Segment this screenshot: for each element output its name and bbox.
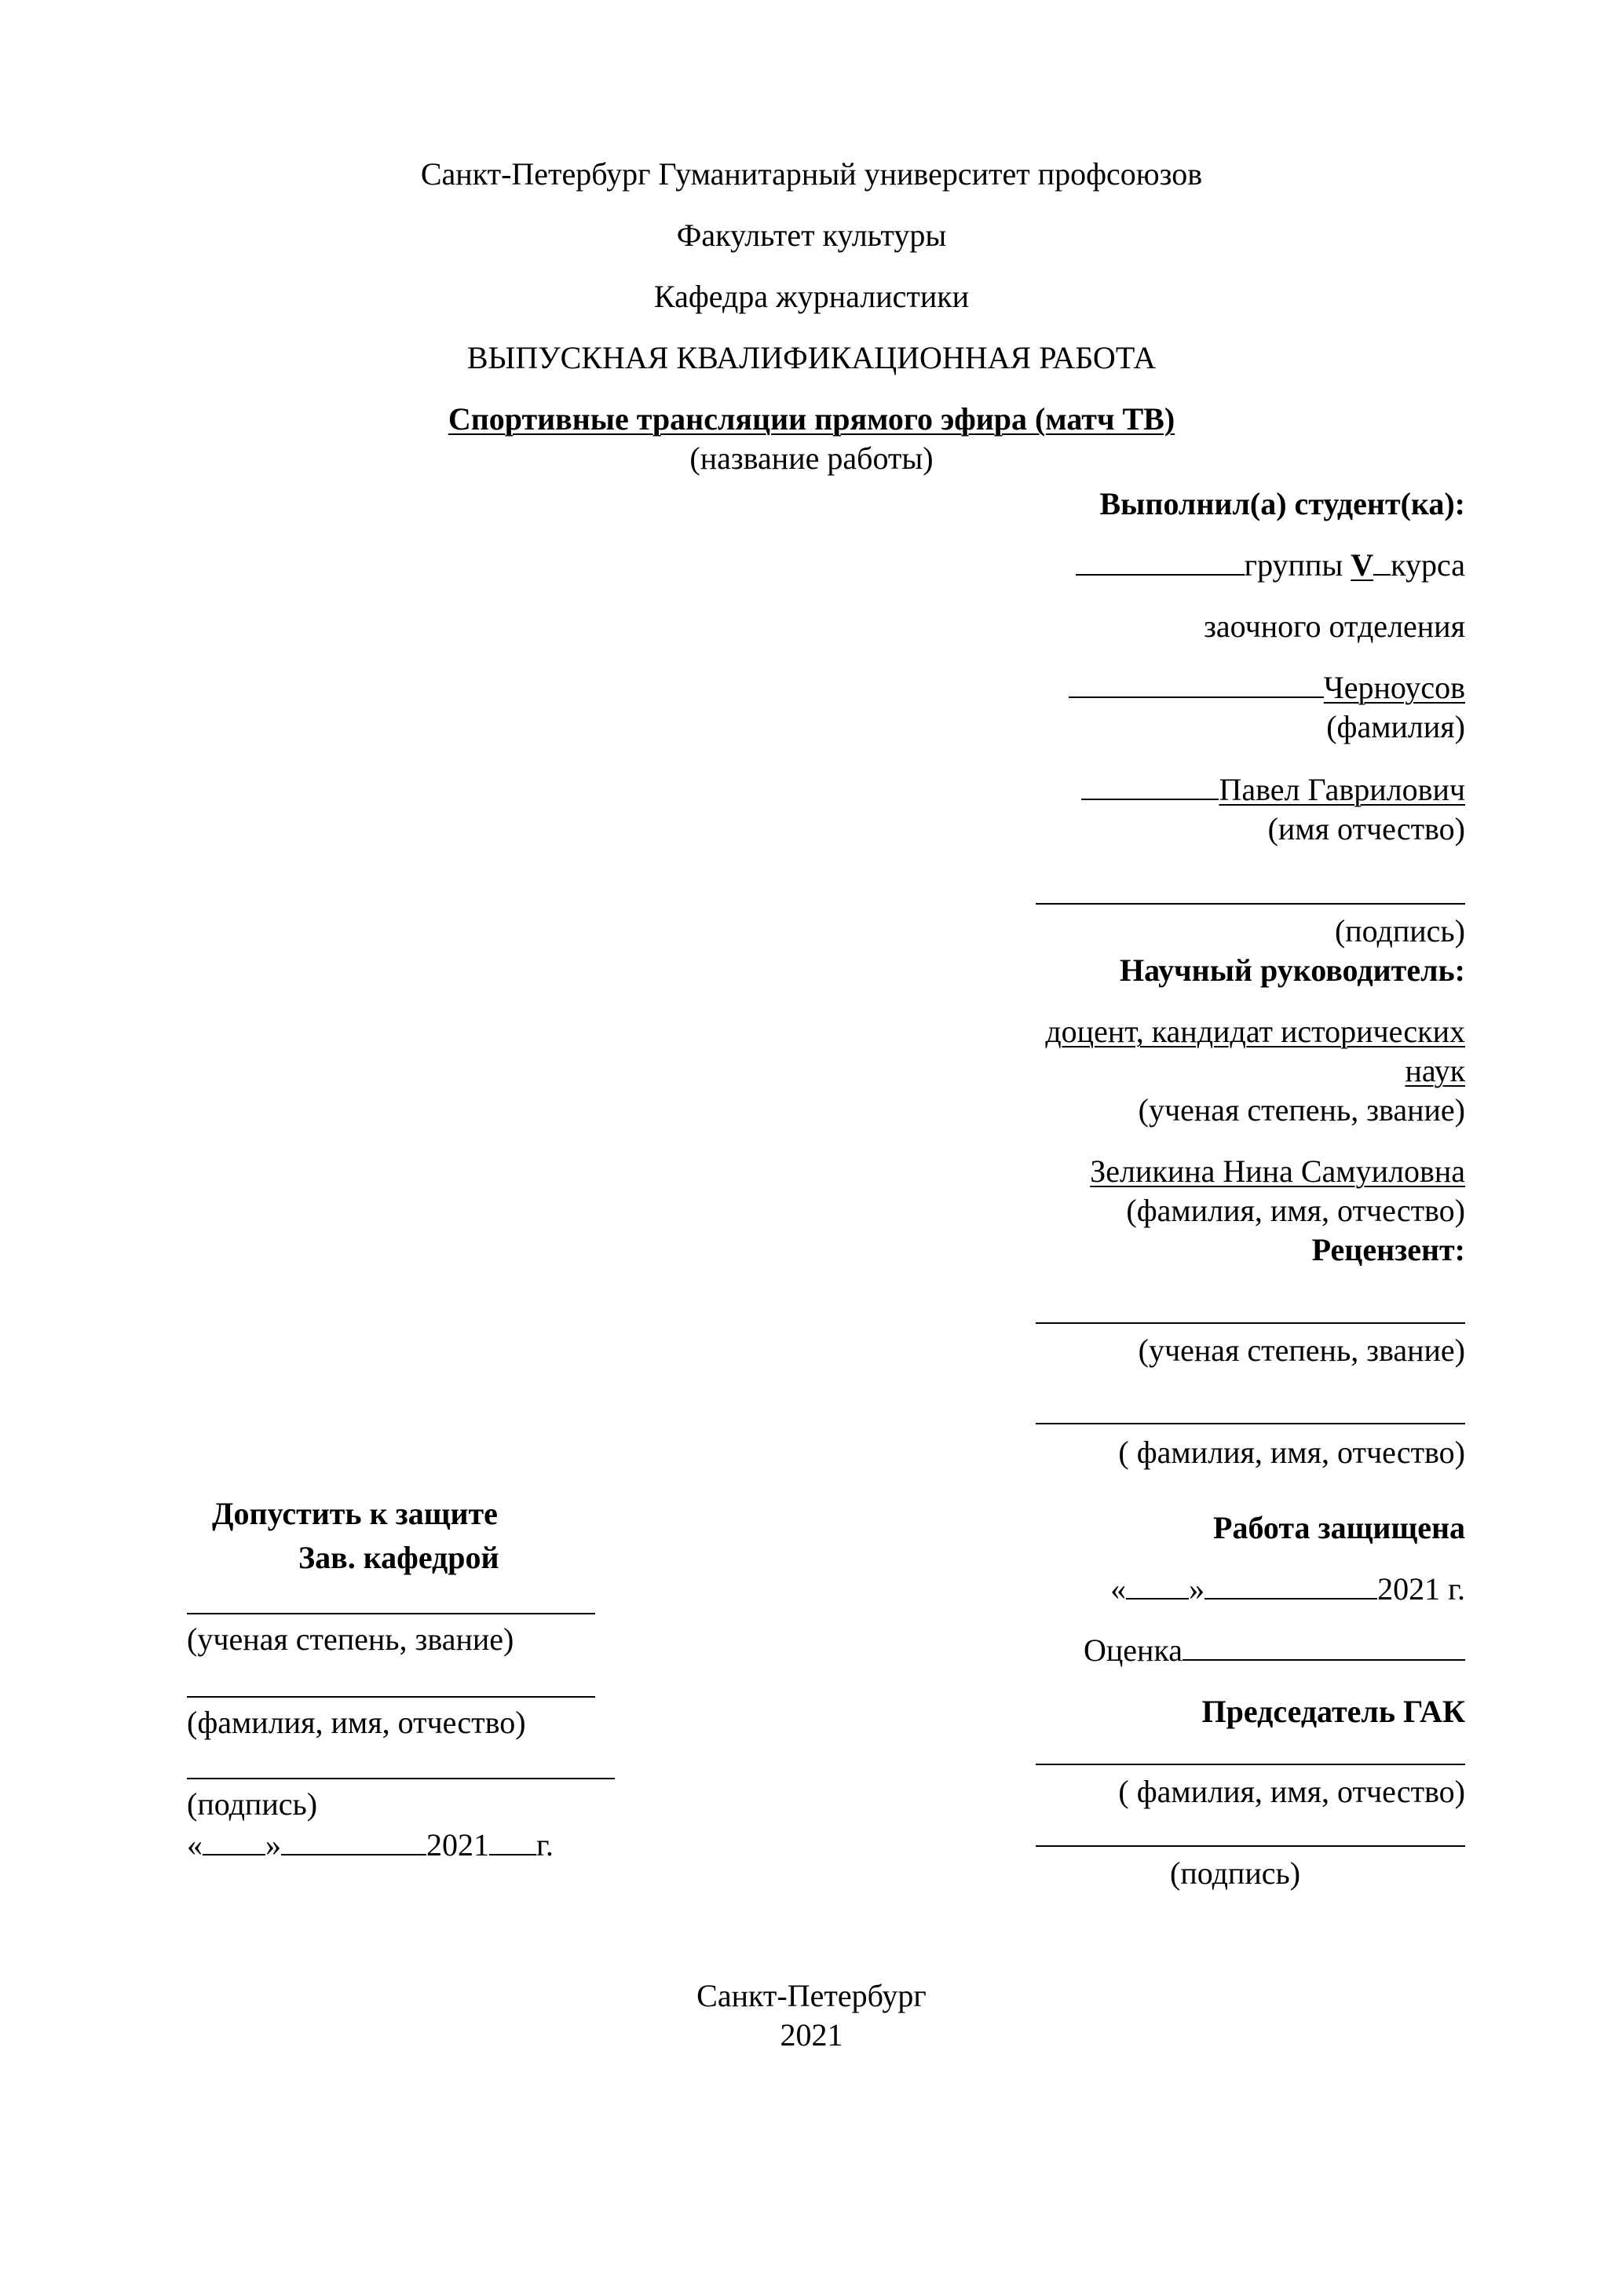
defense-grade-blank [1183,1659,1465,1661]
course-value: V [1351,547,1374,583]
footer-year: 2021 [780,2017,843,2053]
supervisor-degree-caption: (ученая степень, звание) [1138,1092,1465,1128]
defense-heading: Работа защищена [1213,1510,1465,1545]
admission-date-line [187,1826,554,1864]
course-label: курса [1391,547,1465,583]
defense-chair-name-caption: ( фамилия, имя, отчество) [1118,1774,1465,1809]
student-name-line [1081,771,1465,809]
admission-heading: Допустить к защите [212,1496,498,1531]
supervisor-degree-line-1: доцент, кандидат исторических [1045,1014,1465,1049]
group-label: группы [1244,547,1343,583]
admission-name-caption: (фамилия, имя, отчество) [187,1705,526,1740]
department-name: Кафедра журналистики [653,279,970,314]
student-surname: Черноусов [1323,670,1465,705]
admission-subheading: Зав. кафедрой [298,1540,499,1575]
student-signature-caption: (подпись) [1334,913,1465,949]
name-blank [1081,799,1219,800]
work-title-text: Спортивные трансляции прямого эфира (матч ТВ) [448,401,1175,437]
reviewer-degree-line [1036,1322,1465,1324]
defense-chair-name-line [1036,1764,1465,1765]
faculty-name: Факультет культуры [676,218,947,253]
student-department-form: заочного отделения [1204,609,1465,644]
admission-signature-caption: (подпись) [187,1786,318,1822]
defense-grade-line [1084,1632,1465,1669]
student-surname-line [1069,669,1465,707]
admission-date-mid: » [265,1827,281,1863]
reviewer-name-line [1036,1423,1465,1424]
student-name-caption: (имя отчество) [1267,811,1465,846]
supervisor-full-name: Зеликина Нина Самуиловна [1090,1153,1465,1189]
defense-month-blank [1204,1598,1377,1600]
defense-chair-signature-line [1036,1845,1465,1847]
university-name: Санкт-Петербург Гуманитарный университет профсоюзов [420,156,1203,192]
supervisor-degree-line-2: наук [1405,1053,1465,1088]
student-surname-caption: (фамилия) [1326,709,1465,744]
reviewer-heading: Рецензент: [1311,1232,1465,1267]
admission-year-blank [489,1854,536,1855]
student-heading: Выполнил(а) студент(ка): [1099,486,1465,521]
admission-degree-caption: (ученая степень, звание) [187,1621,514,1657]
student-name-patronymic: Павел Гаврилович [1219,772,1465,807]
admission-date-open: « [187,1827,203,1863]
work-type: ВЫПУСКНАЯ КВАЛИФИКАЦИОННАЯ РАБОТА [466,340,1157,375]
defense-chair-heading: Председатель ГАК [1201,1694,1465,1729]
student-signature-line [1036,903,1465,905]
reviewer-name-caption: ( фамилия, имя, отчество) [1118,1435,1465,1470]
group-blank-1 [1076,574,1146,576]
student-group-line [1076,547,1465,584]
admission-degree-line [187,1613,595,1614]
admission-year: 2021 [426,1827,489,1863]
course-blank [1373,574,1391,576]
supervisor-name-caption: (фамилия, имя, отчество) [1126,1193,1465,1228]
defense-date-year: 2021 г. [1377,1571,1465,1607]
admission-name-line [187,1696,595,1698]
defense-date-line [1110,1570,1465,1608]
defense-chair-signature-caption: (подпись) [1170,1855,1301,1891]
surname-blank [1069,696,1324,698]
reviewer-degree-caption: (ученая степень, звание) [1138,1333,1465,1368]
work-title-caption: (название работы) [689,441,934,476]
defense-day-blank [1126,1598,1189,1600]
admission-signature-line [187,1778,615,1779]
admission-year-suffix: г. [536,1827,554,1863]
admission-day-blank [203,1854,265,1855]
footer-city: Санкт-Петербург [696,1978,927,2013]
defense-grade-label: Оценка [1083,1632,1183,1668]
work-title [0,400,1623,438]
admission-month-blank [281,1854,426,1855]
group-blank-2 [1146,574,1245,576]
defense-date-open: « [1110,1571,1127,1607]
defense-date-mid: » [1189,1571,1205,1607]
supervisor-heading: Научный руководитель: [1120,952,1465,988]
